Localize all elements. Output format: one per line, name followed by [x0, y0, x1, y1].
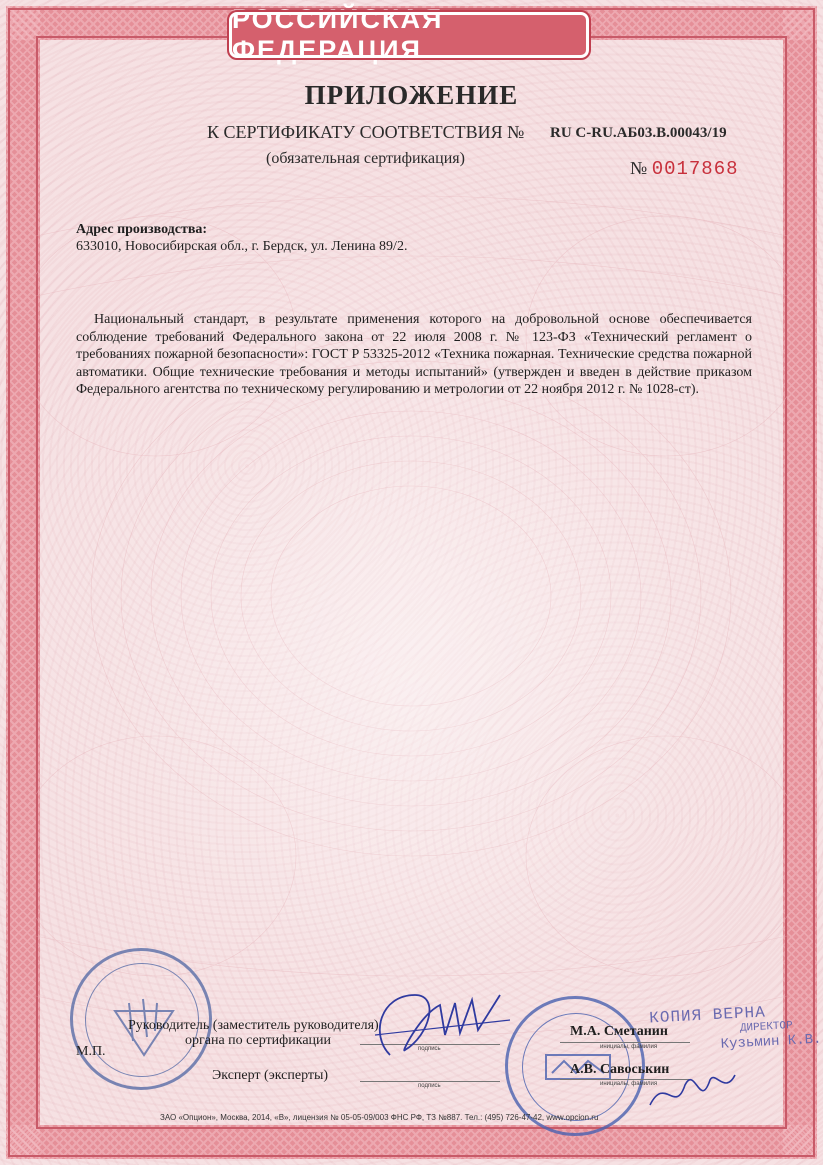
signature-line-expert [360, 1081, 500, 1082]
signature-caption-expert: подпись [418, 1083, 441, 1089]
initials-caption-expert: инициалы, фамилия [600, 1081, 658, 1087]
address-label: Адрес производства: [76, 222, 208, 237]
country-banner: РОССИЙСКАЯ ФЕДЕРАЦИЯ [229, 12, 589, 58]
copy-stamp-line2: ДИРЕКТОР [739, 1020, 794, 1035]
serial-number [630, 158, 739, 180]
serial-value: 0017868 [651, 158, 739, 180]
watermark-glow [90, 430, 730, 950]
certificate-subtitle: К СЕРТИФИКАТУ СООТВЕТСТВИЯ № [207, 122, 525, 142]
expert-name: А.В. Савоськин [570, 1062, 670, 1077]
signature-line-head [360, 1044, 500, 1045]
stamp-place-label: М.П. [76, 1044, 106, 1059]
document-title: ПРИЛОЖЕНИЕ [304, 80, 519, 110]
certification-type: (обязательная сертификация) [266, 150, 465, 167]
copy-stamp-line3: Кузьмин К.В. [720, 1031, 822, 1053]
head-role-label: Руководитель (заместитель руководителя) [128, 1018, 379, 1033]
head-org-label: органа по сертификации [185, 1033, 332, 1048]
copy-verified-stamp [649, 1003, 822, 1057]
expert-label: Эксперт (эксперты) [212, 1068, 329, 1083]
printer-footer: ЗАО «Опцион», Москва, 2014, «В», лицензия № 05-05-09/003 ФНС РФ, ТЗ №887. Тел.: (495) 726-47-42, www.opcion.ru [160, 1113, 599, 1122]
serial-prefix: № [630, 158, 648, 178]
standard-paragraph: Национальный стандарт, в результате применения которого на добровольной основе обеспечивается соблюдение требований Федерального закона от 22 июля 2008 г. № 123-ФЗ «Технический регламент о требованиях пожарной безопасности»: ГОСТ Р 53325-2012 «Техника пожарная. Технические средства пожарной автоматики. Общие технические требования и методы испытаний» (утвержден и введен в действие приказом Федерального агентства по техническому регулированию и метрологии от 22 ноября 2012 г. № 1028-ст). [76, 312, 752, 397]
address-value: 633010, Новосибирская обл., г. Бердск, ул. Ленина 89/2. [76, 239, 408, 254]
head-name: М.А. Сметанин [570, 1024, 668, 1039]
copy-stamp-line1: КОПИЯ ВЕРНА [648, 1003, 767, 1028]
certificate-number: RU C-RU.АБ03.В.00043/19 [550, 125, 727, 141]
signature-caption-head: подпись [418, 1046, 441, 1052]
name-line-expert [560, 1079, 690, 1080]
initials-caption-head: инициалы, фамилия [600, 1044, 658, 1050]
